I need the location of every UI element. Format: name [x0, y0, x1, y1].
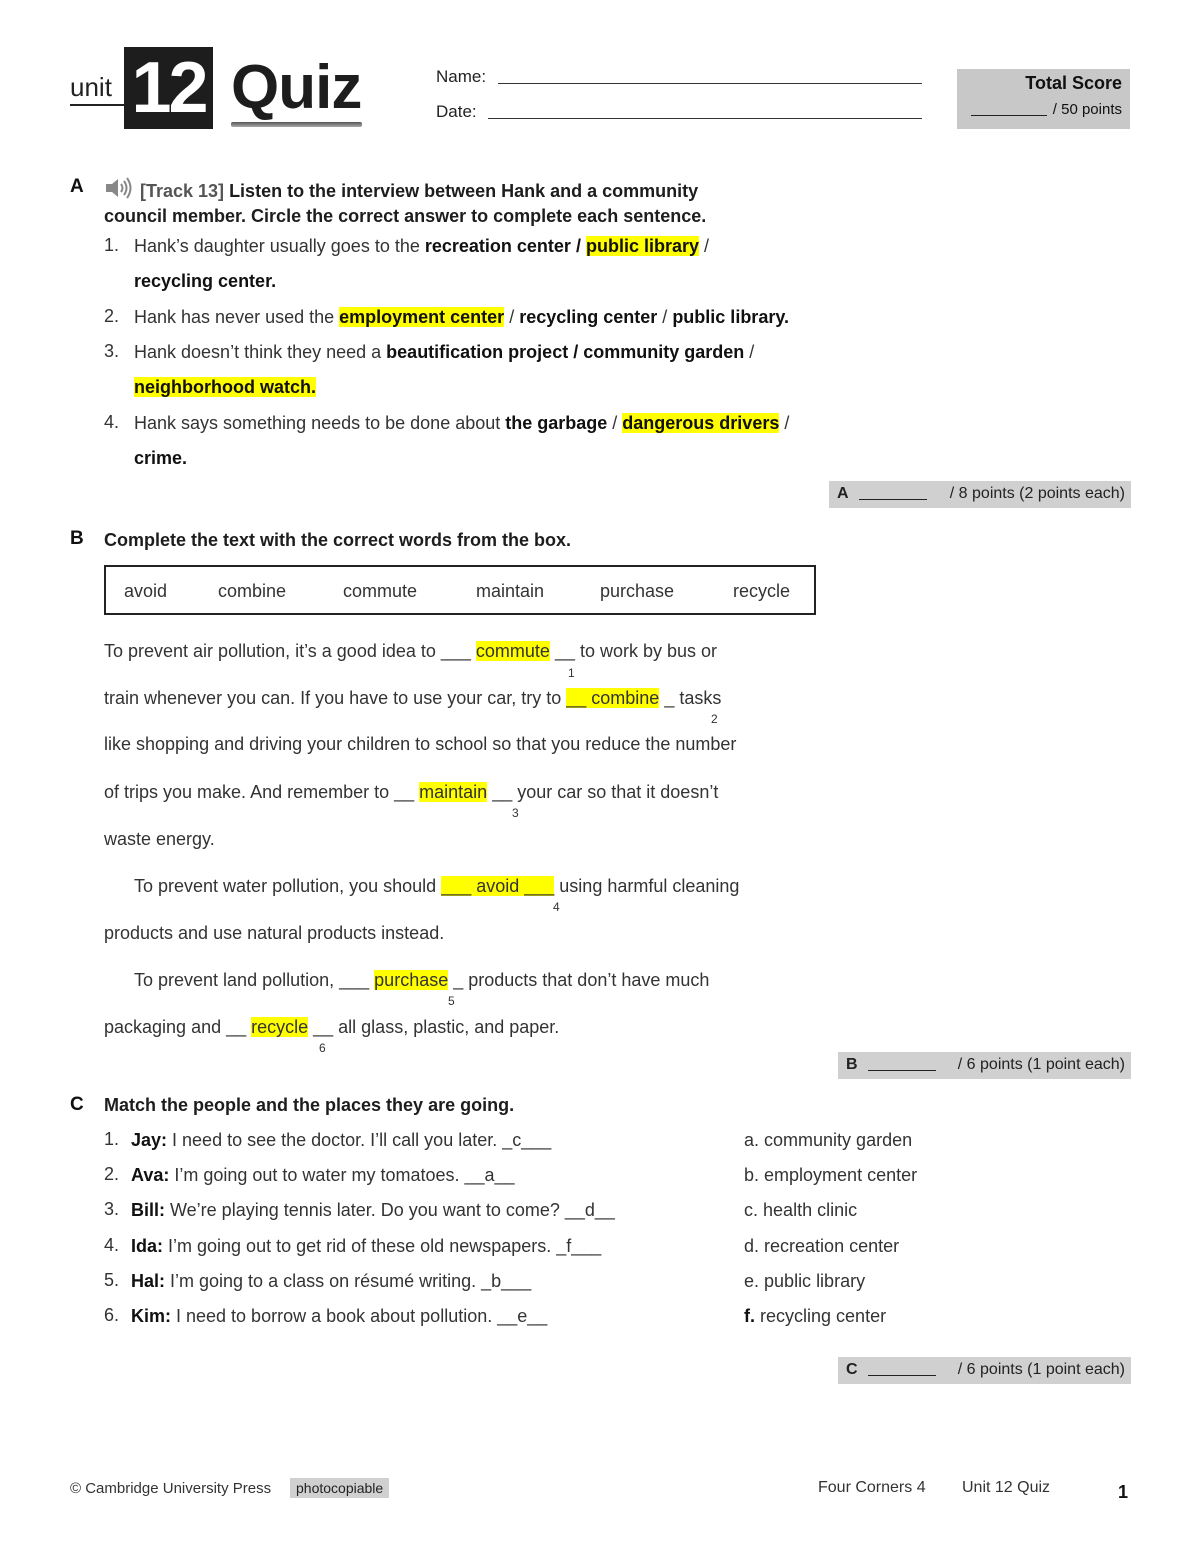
answer-blank[interactable]: ___ avoid ___ — [441, 876, 555, 896]
c-item-num: 2. — [104, 1164, 120, 1184]
answer-blank[interactable]: maintain — [419, 782, 488, 802]
option-circled[interactable]: public library — [585, 236, 699, 256]
b-line-9: packaging and __ recycle __ all glass, plastic, and paper. — [104, 1017, 560, 1037]
b-line-8: To prevent land pollution, ___ purchase _ products that don’t have much — [134, 970, 710, 990]
b-line-4: of trips you make. And remember to __ maintain __ your car so that it doesn’t — [104, 782, 719, 802]
section-c-letter: C — [70, 1094, 84, 1115]
section-a-score: A / 8 points (2 points each) — [829, 481, 1131, 508]
c-place-d: d. recreation center — [744, 1236, 900, 1256]
blank-number: 5 — [448, 994, 455, 1008]
a-item-1-num: 1. — [104, 235, 120, 255]
blank-number: 2 — [711, 712, 718, 726]
score-blank[interactable] — [859, 499, 927, 500]
a-item-2-num: 2. — [104, 306, 120, 326]
word-box-item: avoid — [124, 581, 168, 601]
c-person-2: Ava: I’m going out to water my tomatoes. __a__ — [131, 1165, 515, 1185]
c-person-4: Ida: I’m going out to get rid of these old newspapers. _f___ — [131, 1236, 602, 1256]
c-place-f: f. recycling center — [744, 1306, 887, 1326]
date-field[interactable] — [488, 118, 922, 119]
a-item-3-num: 3. — [104, 341, 120, 361]
unit-label: unit — [70, 72, 112, 102]
c-person-1: Jay: I need to see the doctor. I’ll call you later. _c___ — [131, 1130, 552, 1150]
blank-number: 3 — [512, 806, 519, 820]
date-label: Date: — [436, 102, 477, 121]
option-circled[interactable]: neighborhood watch. — [134, 377, 316, 397]
word-box-item: combine — [218, 581, 287, 601]
option[interactable]: recycling center. — [134, 271, 277, 291]
b-line-5: waste energy. — [104, 829, 215, 849]
track-label: [Track 13] — [140, 181, 225, 201]
blank-number: 4 — [553, 900, 560, 914]
instruction-line2: council member. Circle the correct answer to complete each sentence. — [104, 206, 707, 226]
option[interactable]: recycling center — [519, 307, 658, 327]
b-line-1: To prevent air pollution, it’s a good idea to ___ commute __ to work by bus or — [104, 641, 718, 661]
blank-number: 6 — [319, 1041, 326, 1055]
unit-underline — [70, 104, 128, 106]
unit-quiz-label: Unit 12 Quiz — [962, 1479, 1051, 1496]
book-title: Four Corners 4 — [818, 1479, 926, 1496]
c-place-c: c. health clinic — [744, 1200, 858, 1220]
c-place-e: e. public library — [744, 1271, 866, 1291]
quiz-underline — [231, 122, 362, 127]
photocopiable-badge: photocopiable — [290, 1478, 389, 1498]
c-item-num: 3. — [104, 1199, 120, 1219]
score-blank[interactable] — [868, 1375, 936, 1376]
c-person-5: Hal: I’m going to a class on résumé writing. _b___ — [131, 1271, 532, 1291]
section-c-instruction: Match the people and the places they are going. — [104, 1095, 515, 1115]
a-item-2: Hank has never used the employment center / recycling center / public library. — [134, 307, 790, 327]
a-item-4: Hank says something needs to be done about the garbage / dangerous drivers / — [134, 413, 790, 433]
total-score-label: Total Score — [1025, 73, 1122, 93]
answer-blank[interactable]: __ combine — [566, 688, 660, 708]
c-item-num: 1. — [104, 1129, 120, 1149]
option[interactable]: community garden — [583, 342, 745, 362]
c-item-num: 5. — [104, 1270, 120, 1290]
b-line-3: like shopping and driving your children to school so that you reduce the number — [104, 734, 737, 754]
b-line-2: train whenever you can. If you have to use your car, try to __ combine _ tasks — [104, 688, 722, 708]
total-score-box — [957, 69, 1130, 129]
b-line-7: products and use natural products instead. — [104, 923, 445, 943]
b-line-6: To prevent water pollution, you should ___ avoid ___ using harmful cleaning — [134, 876, 740, 896]
a-item-4-cont — [134, 447, 187, 469]
c-person-6: Kim: I need to borrow a book about pollution. __e__ — [131, 1306, 548, 1326]
word-box-item: maintain — [476, 581, 545, 601]
answer-blank[interactable]: commute — [475, 641, 550, 661]
option[interactable]: the garbage — [505, 413, 608, 433]
score-blank[interactable] — [868, 1070, 936, 1071]
total-score-blank[interactable] — [971, 115, 1047, 116]
section-b-score: B / 6 points (1 point each) — [838, 1052, 1131, 1079]
speaker-icon — [104, 177, 134, 205]
a-item-1-cont — [134, 270, 276, 292]
unit-number: 12 — [124, 47, 213, 129]
a-item-4-num: 4. — [104, 412, 120, 432]
page-number: 1 — [1118, 1482, 1129, 1502]
section-c-score: C / 6 points (1 point each) — [838, 1357, 1131, 1384]
option-circled[interactable]: employment center — [339, 307, 505, 327]
word-box-item: commute — [343, 581, 418, 601]
instruction-line1: Listen to the interview between Hank and a community — [224, 181, 699, 201]
word-box — [104, 565, 816, 615]
answer-blank[interactable]: purchase — [374, 970, 449, 990]
word-box-item: recycle — [733, 581, 791, 601]
option-circled[interactable]: dangerous drivers — [622, 413, 780, 433]
quiz-title: Quiz — [231, 53, 362, 122]
section-a-instruction — [104, 177, 706, 228]
total-points: / 50 points — [1052, 101, 1122, 118]
name-label: Name: — [436, 67, 487, 86]
c-place-a: a. community garden — [744, 1130, 913, 1150]
blank-number: 1 — [568, 666, 575, 680]
word-box-item: purchase — [600, 581, 675, 601]
copyright: © Cambridge University Press — [70, 1480, 272, 1497]
option[interactable]: beautification project — [386, 342, 569, 362]
name-field[interactable] — [498, 83, 922, 84]
a-item-3: Hank doesn’t think they need a beautification project / community garden / — [134, 342, 755, 362]
section-b-instruction: Complete the text with the correct words from the box. — [104, 530, 572, 550]
option[interactable]: crime. — [134, 448, 188, 468]
c-person-3: Bill: We’re playing tennis later. Do you want to come? __d__ — [131, 1200, 615, 1220]
section-a-letter: A — [70, 176, 84, 197]
c-place-b: b. employment center — [744, 1165, 918, 1185]
option[interactable]: recreation center — [424, 236, 571, 256]
c-item-num: 6. — [104, 1305, 120, 1325]
option[interactable]: public library. — [672, 307, 790, 327]
c-item-num: 4. — [104, 1235, 120, 1255]
a-item-1: Hank’s daughter usually goes to the recreation center / public library / — [134, 236, 709, 256]
answer-blank[interactable]: recycle — [251, 1017, 309, 1037]
section-b-letter: B — [70, 528, 84, 549]
a-item-3-cont — [134, 376, 316, 398]
